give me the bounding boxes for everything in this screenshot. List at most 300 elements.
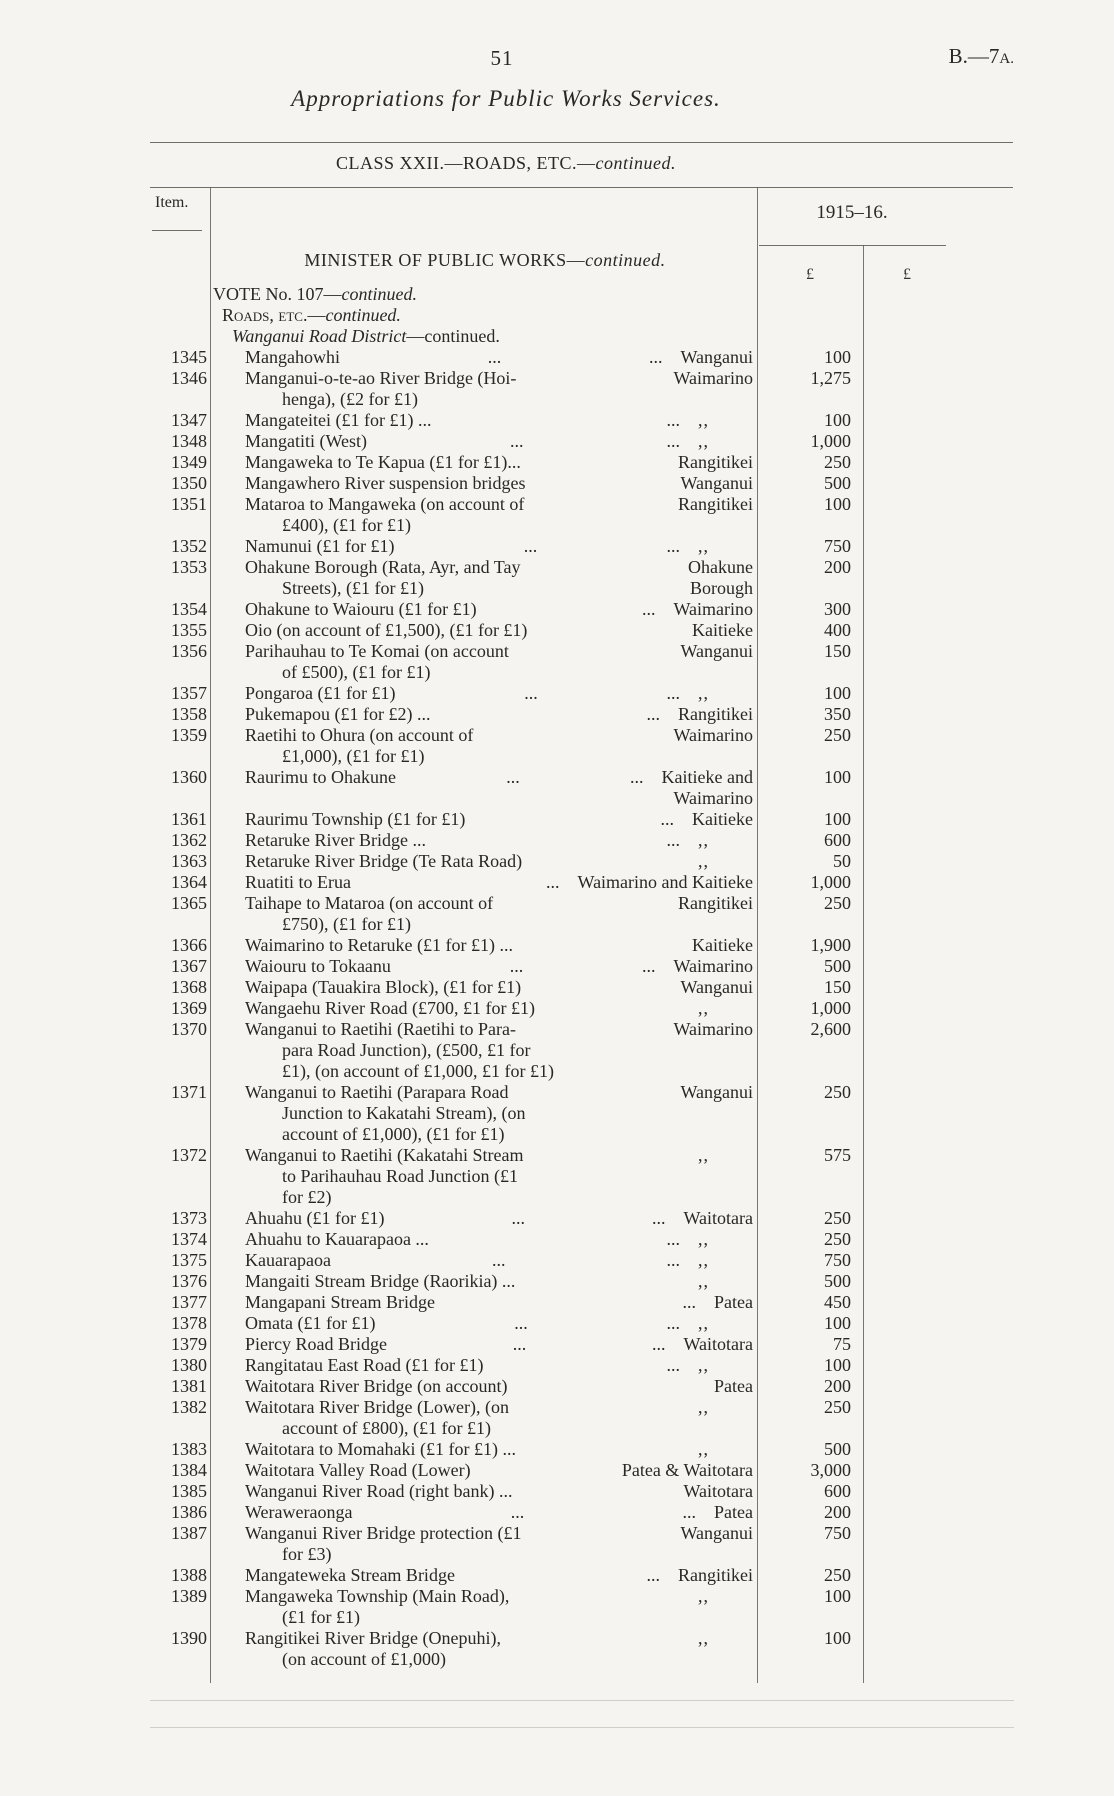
amount-1915-16: 600 bbox=[824, 830, 851, 850]
table-row bbox=[150, 830, 964, 851]
work-description: Waitotara River Bridge (on account) bbox=[245, 1376, 508, 1396]
table-row bbox=[150, 956, 964, 977]
item-number: 1372 bbox=[171, 1145, 207, 1165]
locality: Waitotara bbox=[683, 1481, 753, 1501]
work-description: Ohakune to Waiouru (£1 for £1) ... bbox=[245, 599, 656, 619]
locality: Waimarino and Kaitieke bbox=[577, 872, 753, 892]
item-number: 1373 bbox=[171, 1208, 207, 1228]
page-number: 51 bbox=[490, 46, 514, 70]
item-number: 1378 bbox=[171, 1313, 207, 1333]
work-description: Mangapani Stream Bridge ... bbox=[245, 1292, 697, 1312]
amount-1915-16: 600 bbox=[824, 1481, 851, 1501]
table-row bbox=[150, 1628, 964, 1670]
item-number: 1346 bbox=[171, 368, 207, 388]
item-number: 1376 bbox=[171, 1271, 207, 1291]
amount-1915-16: 100 bbox=[824, 683, 851, 703]
amount-1915-16: 100 bbox=[824, 1586, 851, 1606]
locality bbox=[698, 1586, 757, 1607]
ditto-mark: ,, bbox=[698, 431, 709, 451]
dot-leader: ... bbox=[666, 431, 680, 451]
work-description: Raetihi to Ohura (on account of £1,000), (£1 for £1) bbox=[245, 725, 474, 766]
amount-1915-16: 1,000 bbox=[810, 431, 851, 451]
item-number: 1367 bbox=[171, 956, 207, 976]
item-number: 1362 bbox=[171, 830, 207, 850]
locality bbox=[698, 1250, 757, 1271]
dot-leader: ... bbox=[487, 347, 502, 367]
dot-leader: ... bbox=[666, 1355, 680, 1375]
year-column-header: 1915–16. bbox=[816, 202, 888, 223]
item-number: 1374 bbox=[171, 1229, 207, 1249]
ditto-mark: ,, bbox=[698, 1229, 709, 1249]
item-number: 1384 bbox=[171, 1460, 207, 1480]
work-description: Rangitatau East Road (£1 for £1) ... bbox=[245, 1355, 680, 1375]
roads-smallcaps: Roads, etc.— bbox=[222, 305, 326, 325]
work-description: Ohakune Borough (Rata, Ayr, and Tay Streets), (£1 for £1) bbox=[245, 557, 521, 598]
table-row bbox=[150, 767, 964, 809]
locality bbox=[698, 1271, 757, 1292]
locality: Rangitikei bbox=[678, 452, 753, 472]
amount-1915-16: 450 bbox=[824, 1292, 851, 1312]
class-heading bbox=[150, 153, 862, 174]
dot-leader: ... bbox=[651, 1334, 666, 1354]
item-number: 1371 bbox=[171, 1082, 207, 1102]
amount-1915-16: 100 bbox=[824, 1313, 851, 1333]
table-row bbox=[150, 998, 964, 1019]
item-number: 1364 bbox=[171, 872, 207, 892]
amount-1915-16: 400 bbox=[824, 620, 851, 640]
table-row bbox=[150, 1313, 964, 1334]
locality: Wanganui bbox=[680, 977, 753, 997]
dot-leader: ... bbox=[512, 1334, 527, 1354]
item-number: 1368 bbox=[171, 977, 207, 997]
district-heading bbox=[213, 326, 773, 347]
table-row bbox=[150, 1586, 964, 1628]
work-description: Retaruke River Bridge ... ... bbox=[245, 830, 680, 850]
table-row bbox=[150, 1145, 964, 1208]
work-description: Namunui (£1 for £1) ... ... bbox=[245, 536, 680, 556]
amount-1915-16: 500 bbox=[824, 1439, 851, 1459]
amount-1915-16: 3,000 bbox=[810, 1460, 851, 1480]
dot-leader: ... bbox=[666, 410, 680, 430]
item-number: 1390 bbox=[171, 1628, 207, 1648]
work-description: Waipapa (Tauakira Block), (£1 for £1) bbox=[245, 977, 522, 997]
table-row bbox=[150, 1229, 964, 1250]
locality bbox=[698, 1313, 757, 1334]
dot-leader: ... bbox=[651, 1208, 666, 1228]
work-description: Mangaiti Stream Bridge (Raorikia) ... bbox=[245, 1271, 516, 1291]
dot-leader: ... bbox=[509, 956, 524, 976]
item-number: 1351 bbox=[171, 494, 207, 514]
dot-leader: ... bbox=[648, 347, 663, 367]
work-description: Mangaweka Township (Main Road), (£1 for £1) bbox=[245, 1586, 510, 1627]
table-row bbox=[150, 452, 964, 473]
amount-1915-16: 300 bbox=[824, 599, 851, 619]
work-description: Retaruke River Bridge (Te Rata Road) bbox=[245, 851, 523, 871]
table-row bbox=[150, 557, 964, 599]
table-row bbox=[150, 809, 964, 830]
table-row bbox=[150, 347, 964, 368]
amount-1915-16: 250 bbox=[824, 893, 851, 913]
locality bbox=[698, 431, 757, 452]
table-row bbox=[150, 1376, 964, 1397]
ditto-mark: ,, bbox=[698, 1313, 709, 1333]
pound-symbol-col2: £ bbox=[903, 266, 911, 283]
locality: Ohakune Borough bbox=[688, 557, 753, 598]
item-number: 1382 bbox=[171, 1397, 207, 1417]
ditto-mark: ,, bbox=[698, 830, 709, 850]
dot-leader: ... bbox=[641, 956, 656, 976]
dot-leader: ... bbox=[510, 1502, 525, 1522]
work-description: Mangahowhi ... ... bbox=[245, 347, 663, 367]
class-heading-continued: continued. bbox=[595, 153, 676, 173]
dot-leader: ... bbox=[666, 830, 680, 850]
locality: Patea bbox=[714, 1502, 753, 1522]
table-row bbox=[150, 536, 964, 557]
doc-ref-main: B.—7 bbox=[948, 44, 1000, 68]
dot-leader: ... bbox=[666, 1250, 680, 1270]
amount-1915-16: 2,600 bbox=[810, 1019, 851, 1039]
locality: Rangitikei bbox=[678, 494, 753, 514]
item-number: 1353 bbox=[171, 557, 207, 577]
work-description: Waitotara Valley Road (Lower) bbox=[245, 1460, 471, 1480]
locality bbox=[698, 851, 757, 872]
item-column-header: Item. bbox=[155, 194, 189, 211]
locality: Patea & Waitotara bbox=[621, 1460, 753, 1480]
locality: Kaitieke bbox=[692, 809, 753, 829]
locality bbox=[698, 830, 757, 851]
item-number: 1359 bbox=[171, 725, 207, 745]
class-heading-roman: CLASS XXII.—ROADS, ETC.— bbox=[335, 153, 596, 173]
roads-heading bbox=[213, 305, 773, 326]
dot-leader: ... bbox=[523, 536, 538, 556]
locality: Waimarino bbox=[673, 1019, 753, 1039]
amount-1915-16: 750 bbox=[824, 1523, 851, 1543]
table-row bbox=[150, 473, 964, 494]
table-row bbox=[150, 599, 964, 620]
amount-1915-16: 250 bbox=[824, 725, 851, 745]
dot-leader: ... bbox=[506, 767, 520, 787]
dot-leader: ... bbox=[666, 1313, 680, 1333]
table-row bbox=[150, 494, 964, 536]
item-number: 1357 bbox=[171, 683, 207, 703]
work-description: Waimarino to Retaruke (£1 for £1) ... bbox=[245, 935, 513, 955]
locality bbox=[698, 1397, 757, 1418]
dot-leader: ... bbox=[646, 1565, 660, 1585]
work-description: Mangatiti (West) ... ... bbox=[245, 431, 680, 451]
ditto-mark: ,, bbox=[698, 1628, 709, 1648]
work-description: Waitotara River Bridge (Lower), (on account of £800), (£1 for £1) bbox=[245, 1397, 509, 1438]
pound-symbol-col1: £ bbox=[806, 266, 814, 283]
table-row bbox=[150, 1250, 964, 1271]
work-description: Taihape to Mataroa (on account of £750), (£1 for £1) bbox=[245, 893, 494, 934]
amount-1915-16: 100 bbox=[824, 1355, 851, 1375]
item-number: 1347 bbox=[171, 410, 207, 430]
work-description: Wanganui to Raetihi (Kakatahi Stream to Parihauhau Road Junction (£1 for £2) bbox=[245, 1145, 524, 1207]
amount-1915-16: 100 bbox=[824, 1628, 851, 1648]
page-title: Appropriations for Public Works Services. bbox=[291, 86, 721, 111]
amount-1915-16: 500 bbox=[824, 1271, 851, 1291]
amount-1915-16: 75 bbox=[833, 1334, 851, 1354]
ditto-mark: ,, bbox=[698, 536, 709, 556]
doc-ref-suffix: A. bbox=[999, 51, 1014, 67]
vote-preamble bbox=[213, 284, 773, 347]
work-description: Pukemapou (£1 for £2) ... ... bbox=[245, 704, 660, 724]
locality: Kaitieke bbox=[692, 620, 753, 640]
dot-leader: ... bbox=[491, 1250, 506, 1270]
work-description: Piercy Road Bridge ... ... bbox=[245, 1334, 666, 1354]
amount-1915-16: 1,275 bbox=[810, 368, 851, 388]
item-number: 1389 bbox=[171, 1586, 207, 1606]
amount-1915-16: 500 bbox=[824, 473, 851, 493]
work-description: Ahuahu to Kauarapaoa ... ... bbox=[245, 1229, 680, 1249]
table-row bbox=[150, 1019, 964, 1082]
work-description: Mangaweka to Te Kapua (£1 for £1)... bbox=[245, 452, 521, 472]
dot-leader: ... bbox=[524, 683, 538, 703]
table-row bbox=[150, 1334, 964, 1355]
appropriations-table bbox=[150, 347, 964, 1670]
amount-1915-16: 250 bbox=[824, 1565, 851, 1585]
work-description: Weraweraonga ... ... bbox=[245, 1502, 697, 1522]
dot-leader: ... bbox=[682, 1502, 697, 1522]
item-number: 1386 bbox=[171, 1502, 207, 1522]
work-description: Ahuahu (£1 for £1) ... ... bbox=[245, 1208, 666, 1228]
dot-leader: ... bbox=[666, 1229, 680, 1249]
item-number: 1355 bbox=[171, 620, 207, 640]
locality bbox=[698, 1628, 757, 1649]
locality: Wanganui bbox=[680, 1082, 753, 1102]
work-description: Raurimu Township (£1 for £1) ... bbox=[245, 809, 675, 829]
item-number: 1377 bbox=[171, 1292, 207, 1312]
amount-1915-16: 100 bbox=[824, 347, 851, 367]
vote-heading bbox=[213, 284, 773, 305]
locality bbox=[698, 1229, 757, 1250]
work-description: Manganui-o-te-ao River Bridge (Hoi- henga), (£2 for £1) bbox=[245, 368, 517, 409]
ditto-mark: ,, bbox=[698, 1145, 709, 1165]
item-number: 1387 bbox=[171, 1523, 207, 1543]
locality: Waimarino bbox=[673, 956, 753, 976]
amount-1915-16: 250 bbox=[824, 1208, 851, 1228]
locality: Kaitieke bbox=[692, 935, 753, 955]
ditto-mark: ,, bbox=[698, 1271, 709, 1291]
amount-1915-16: 100 bbox=[824, 494, 851, 514]
table-row bbox=[150, 893, 964, 935]
item-number: 1354 bbox=[171, 599, 207, 619]
item-number: 1381 bbox=[171, 1376, 207, 1396]
rule-under-title bbox=[150, 142, 1013, 143]
table-row bbox=[150, 1292, 964, 1313]
item-number: 1366 bbox=[171, 935, 207, 955]
amount-1915-16: 250 bbox=[824, 1397, 851, 1417]
dot-leader: ... bbox=[646, 704, 660, 724]
amount-1915-16: 1,000 bbox=[810, 872, 851, 892]
work-description: Oio (on account of £1,500), (£1 for £1) bbox=[245, 620, 528, 640]
table-row bbox=[150, 977, 964, 998]
item-number: 1350 bbox=[171, 473, 207, 493]
amount-1915-16: 750 bbox=[824, 1250, 851, 1270]
locality: Waimarino bbox=[673, 725, 753, 745]
locality: Wanganui bbox=[680, 473, 753, 493]
locality bbox=[698, 683, 757, 704]
dot-leader: ... bbox=[514, 1313, 528, 1333]
locality bbox=[698, 410, 757, 431]
item-number: 1349 bbox=[171, 452, 207, 472]
dot-leader: ... bbox=[510, 431, 524, 451]
amount-1915-16: 150 bbox=[824, 641, 851, 661]
item-number: 1356 bbox=[171, 641, 207, 661]
amount-1915-16: 200 bbox=[824, 1502, 851, 1522]
work-description: Wanganui to Raetihi (Raetihi to Para- para Road Junction), (£500, £1 for £1), (on account of £1,000, £1 for £1) bbox=[245, 1019, 554, 1081]
locality bbox=[698, 1355, 757, 1376]
vote-continued: continued. bbox=[341, 284, 417, 304]
table-row bbox=[150, 1502, 964, 1523]
locality: Wanganui bbox=[680, 641, 753, 661]
item-number: 1352 bbox=[171, 536, 207, 556]
work-description: Mataroa to Mangaweka (on account of £400), (£1 for £1) bbox=[245, 494, 525, 535]
table-row bbox=[150, 641, 964, 683]
amount-1915-16: 1,900 bbox=[810, 935, 851, 955]
amount-1915-16: 100 bbox=[824, 410, 851, 430]
item-number: 1360 bbox=[171, 767, 207, 787]
work-description: Kauarapaoa ... ... bbox=[245, 1250, 680, 1270]
locality: Rangitikei bbox=[678, 1565, 753, 1585]
item-number: 1380 bbox=[171, 1355, 207, 1375]
table-row bbox=[150, 410, 964, 431]
dot-leader: ... bbox=[630, 767, 644, 787]
work-description: Wanganui River Road (right bank) ... bbox=[245, 1481, 513, 1501]
amount-1915-16: 250 bbox=[824, 452, 851, 472]
item-number: 1375 bbox=[171, 1250, 207, 1270]
minister-continued: continued. bbox=[585, 250, 666, 270]
locality: Rangitikei bbox=[678, 704, 753, 724]
district-roman: —continued. bbox=[406, 326, 500, 346]
amount-1915-16: 200 bbox=[824, 557, 851, 577]
locality: Waimarino bbox=[673, 599, 753, 619]
locality: Rangitikei bbox=[678, 893, 753, 913]
item-number: 1370 bbox=[171, 1019, 207, 1039]
amount-1915-16: 50 bbox=[833, 851, 851, 871]
table-row bbox=[150, 872, 964, 893]
year-header-underline bbox=[759, 245, 946, 246]
locality: Waitotara bbox=[683, 1334, 753, 1354]
table-row bbox=[150, 1565, 964, 1586]
table-row bbox=[150, 1439, 964, 1460]
bottom-scan-line-2 bbox=[150, 1727, 1014, 1728]
amount-1915-16: 1,000 bbox=[810, 998, 851, 1018]
table-row bbox=[150, 935, 964, 956]
work-description: Mangateitei (£1 for £1) ... ... bbox=[245, 410, 680, 430]
work-description: Rangitikei River Bridge (Onepuhi), (on account of £1,000) bbox=[245, 1628, 501, 1669]
ditto-mark: ,, bbox=[698, 1250, 709, 1270]
table-row bbox=[150, 1082, 964, 1145]
work-description: Wangaehu River Road (£700, £1 for £1) bbox=[245, 998, 535, 1018]
item-header-underline bbox=[152, 230, 202, 231]
table-row bbox=[150, 1271, 964, 1292]
table-row bbox=[150, 1397, 964, 1439]
vote-roman: VOTE No. 107— bbox=[213, 284, 342, 304]
item-number: 1385 bbox=[171, 1481, 207, 1501]
amount-1915-16: 150 bbox=[824, 977, 851, 997]
amount-1915-16: 250 bbox=[824, 1229, 851, 1249]
dot-leader: ... bbox=[682, 1292, 697, 1312]
item-number: 1358 bbox=[171, 704, 207, 724]
table-row bbox=[150, 851, 964, 872]
locality bbox=[698, 536, 757, 557]
work-description: Waitotara to Momahaki (£1 for £1) ... bbox=[245, 1439, 516, 1459]
item-number: 1369 bbox=[171, 998, 207, 1018]
table-row bbox=[150, 704, 964, 725]
item-number: 1361 bbox=[171, 809, 207, 829]
minister-section-heading bbox=[213, 250, 757, 271]
amount-1915-16: 750 bbox=[824, 536, 851, 556]
locality bbox=[698, 998, 757, 1019]
item-number: 1348 bbox=[171, 431, 207, 451]
table-row bbox=[150, 683, 964, 704]
ditto-mark: ,, bbox=[698, 410, 709, 430]
work-description: Waiouru to Tokaanu ... ... bbox=[245, 956, 656, 976]
amount-1915-16: 350 bbox=[824, 704, 851, 724]
ditto-mark: ,, bbox=[698, 1355, 709, 1375]
dot-leader: ... bbox=[666, 683, 680, 703]
bottom-scan-line-1 bbox=[150, 1700, 1014, 1701]
dot-leader: ... bbox=[641, 599, 656, 619]
table-row bbox=[150, 368, 964, 410]
locality: Waimarino bbox=[673, 368, 753, 388]
amount-1915-16: 575 bbox=[824, 1145, 851, 1165]
locality: Kaitieke and Waimarino bbox=[661, 767, 753, 808]
work-description: Wanganui to Raetihi (Parapara Road Junction to Kakatahi Stream), (on account of £1,000), (£1 for £1) bbox=[245, 1082, 526, 1144]
ditto-mark: ,, bbox=[698, 683, 709, 703]
work-description: Omata (£1 for £1) ... ... bbox=[245, 1313, 680, 1333]
dot-leader: ... bbox=[511, 1208, 525, 1228]
ditto-mark: ,, bbox=[698, 998, 709, 1018]
locality: Wanganui bbox=[680, 347, 753, 367]
dot-leader: ... bbox=[546, 872, 560, 892]
table-row bbox=[150, 1523, 964, 1565]
work-description: Ruatiti to Erua ... bbox=[245, 872, 560, 892]
amount-1915-16: 100 bbox=[824, 767, 851, 787]
amount-1915-16: 100 bbox=[824, 809, 851, 829]
ditto-mark: ,, bbox=[698, 1586, 709, 1606]
dot-leader: ... bbox=[666, 536, 680, 556]
ditto-mark: ,, bbox=[698, 1439, 709, 1459]
document-reference bbox=[860, 44, 1014, 69]
work-description: Wanganui River Bridge protection (£1 for £3) bbox=[245, 1523, 522, 1564]
minister-roman: MINISTER OF PUBLIC WORKS— bbox=[304, 250, 586, 270]
ditto-mark: ,, bbox=[698, 1397, 709, 1417]
locality: Patea bbox=[714, 1376, 753, 1396]
amount-1915-16: 250 bbox=[824, 1082, 851, 1102]
ditto-mark: ,, bbox=[698, 851, 709, 871]
locality: Wanganui bbox=[680, 1523, 753, 1543]
work-description: Raurimu to Ohakune ... ... bbox=[245, 767, 644, 787]
item-number: 1365 bbox=[171, 893, 207, 913]
amount-1915-16: 500 bbox=[824, 956, 851, 976]
item-number: 1379 bbox=[171, 1334, 207, 1354]
locality: Patea bbox=[714, 1292, 753, 1312]
work-description: Mangateweka Stream Bridge ... bbox=[245, 1565, 660, 1585]
district-italic: Wanganui Road District bbox=[232, 326, 407, 346]
dot-leader: ... bbox=[660, 809, 675, 829]
item-number: 1363 bbox=[171, 851, 207, 871]
table-top-rule bbox=[150, 187, 1013, 188]
item-number: 1388 bbox=[171, 1565, 207, 1585]
amount-1915-16: 200 bbox=[824, 1376, 851, 1396]
table-row bbox=[150, 1460, 964, 1481]
table-row bbox=[150, 431, 964, 452]
work-description: Mangawhero River suspension bridges bbox=[245, 473, 526, 493]
roads-continued: continued. bbox=[325, 305, 401, 325]
item-number: 1345 bbox=[171, 347, 207, 367]
